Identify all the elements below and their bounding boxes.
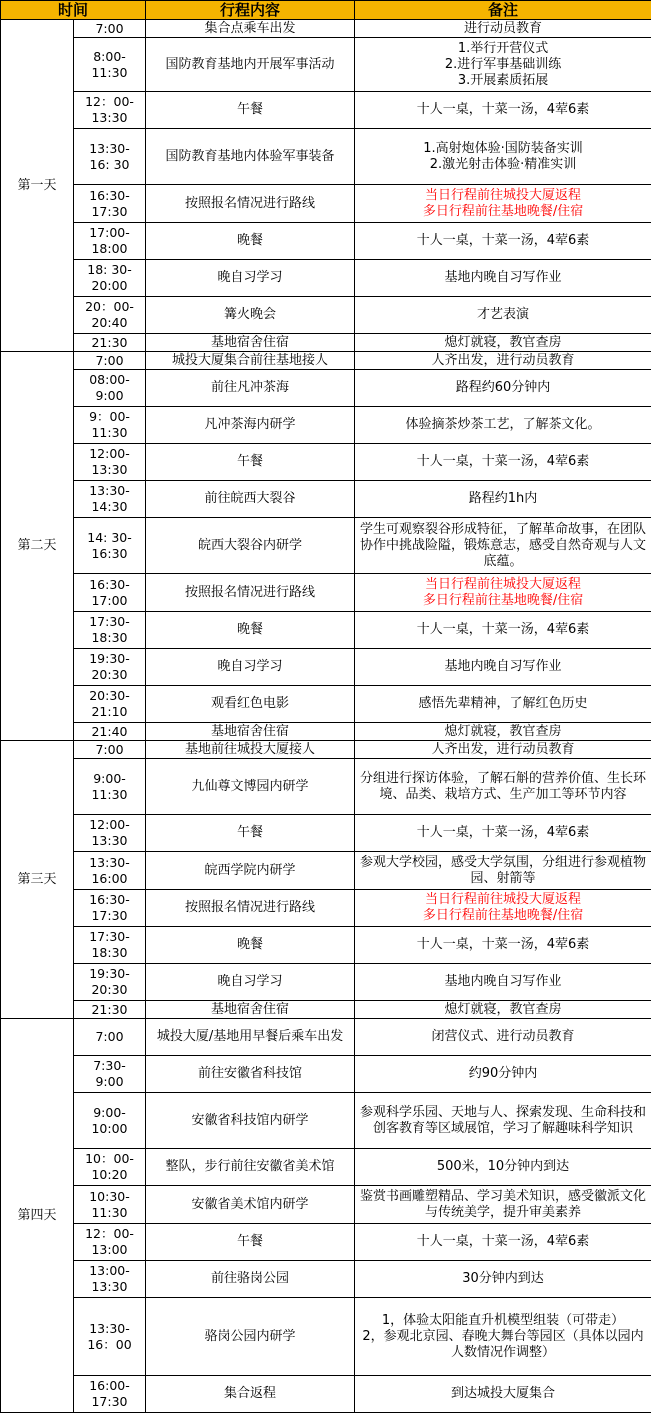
activity-cell: 九仙尊文博园内研学 <box>146 759 355 815</box>
note-line: 熄灯就寝，教官查房 <box>444 1001 562 1017</box>
note-line: 体验摘茶炒茶工艺，了解茶文化。 <box>405 417 601 432</box>
activity-cell: 城投大厦/基地用早餐后乘车出发 <box>146 1019 355 1056</box>
notes-cell <box>355 1224 651 1261</box>
activity-cell: 按照报名情况进行路线 <box>146 574 355 612</box>
notes-cell <box>355 38 651 92</box>
time-cell: 8:00- 11:30 <box>74 38 146 92</box>
note-line: 当日行程前往城投大厦返程 <box>425 892 582 907</box>
note-line: 1.举行开营仪式 <box>457 40 549 56</box>
notes-cell <box>355 92 651 129</box>
activity-cell: 安徽省美术馆内研学 <box>146 1186 355 1224</box>
time-cell: 12:00- 13:30 <box>74 444 146 481</box>
schedule-row <box>1 759 651 815</box>
day-label: 第三天 <box>1 741 74 1019</box>
time-cell: 17:30- 18:30 <box>74 612 146 649</box>
note-line: 路程约60分钟内 <box>455 380 551 395</box>
schedule-row <box>1 574 651 612</box>
time-cell: 7:30- 9:00 <box>74 1056 146 1093</box>
note-line: 当日行程前往城投大厦返程 <box>425 576 582 592</box>
activity-cell: 午餐 <box>146 1224 355 1261</box>
activity-cell: 前往安徽省科技馆 <box>146 1056 355 1093</box>
notes-cell <box>355 370 651 407</box>
activity-cell: 晚餐 <box>146 223 355 260</box>
notes-cell <box>355 612 651 649</box>
notes-cell <box>355 407 651 444</box>
note-line: 基地内晚自习写作业 <box>444 659 562 674</box>
schedule-row <box>1 1298 651 1376</box>
time-cell: 19:30- 20:30 <box>74 649 146 686</box>
activity-cell: 基地宿舍住宿 <box>146 334 355 352</box>
time-cell: 20：00- 20:40 <box>74 297 146 334</box>
time-cell: 19:30- 20:30 <box>74 964 146 1001</box>
schedule-row <box>1 370 651 407</box>
note-line: 闭营仪式、进行动员教育 <box>431 1029 575 1044</box>
time-cell: 12:00- 13:30 <box>74 815 146 852</box>
schedule-row <box>1 297 651 334</box>
schedule-row <box>1 334 651 352</box>
note-line: 基地内晚自习写作业 <box>444 974 562 989</box>
note-line: 分组进行探访体验，了解石斛的营养价值、生长环境、品类、栽培方式、生产加工等环节内容 <box>360 770 647 802</box>
schedule-row <box>1 1376 651 1413</box>
note-line: 2.激光射击体验·精准实训 <box>429 156 577 172</box>
notes-cell <box>355 1186 651 1224</box>
header-content: 行程内容 <box>146 1 355 20</box>
note-line: 十人一桌，十菜一汤，4荤6素 <box>416 1234 590 1249</box>
activity-cell: 晚餐 <box>146 612 355 649</box>
note-line: 参观科学乐园、天地与人、探索发现、生命科技和创客教育等区域展馆，学习了解趣味科学知识 <box>360 1104 647 1136</box>
note-line: 鉴赏书画雕塑精品、学习美术知识，感受徽派文化与传统美学，提升审美素养 <box>360 1188 647 1220</box>
note-line: 当日行程前往城投大厦返程 <box>425 187 582 203</box>
notes-cell <box>355 1019 651 1056</box>
activity-cell: 城投大厦集合前往基地接人 <box>146 352 355 370</box>
notes-cell <box>355 815 651 852</box>
schedule-row <box>1 223 651 260</box>
day-label: 第四天 <box>1 1019 74 1413</box>
activity-cell: 集合返程 <box>146 1376 355 1413</box>
note-line: 十人一桌，十菜一汤，4荤6素 <box>416 454 590 469</box>
schedule-row <box>1 92 651 129</box>
time-cell: 9：00- 11:30 <box>74 407 146 444</box>
schedule-row <box>1 518 651 574</box>
schedule-row <box>1 129 651 185</box>
note-line: 熄灯就寝，教官查房 <box>444 723 562 739</box>
note-line: 3.开展素质拓展 <box>457 72 549 88</box>
notes-cell <box>355 1261 651 1298</box>
note-line: 才艺表演 <box>477 307 530 322</box>
note-line: 进行动员教育 <box>464 20 543 36</box>
notes-cell <box>355 759 651 815</box>
note-line: 参观大学校园，感受大学氛围，分组进行参观植物园、射箭等 <box>360 854 647 886</box>
note-line: 十人一桌，十菜一汤，4荤6素 <box>416 102 590 117</box>
notes-cell <box>355 1093 651 1149</box>
time-cell: 13:30- 14:30 <box>74 481 146 518</box>
activity-cell: 前往皖西大裂谷 <box>146 481 355 518</box>
schedule-row <box>1 481 651 518</box>
header-row <box>1 1 651 20</box>
activity-cell: 晚自习学习 <box>146 964 355 1001</box>
time-cell: 10:30- 11:30 <box>74 1186 146 1224</box>
activity-cell: 皖西大裂谷内研学 <box>146 518 355 574</box>
time-cell: 12：00- 13:30 <box>74 92 146 129</box>
notes-cell <box>355 1376 651 1413</box>
notes-cell <box>355 297 651 334</box>
notes-cell <box>355 964 651 1001</box>
time-cell: 17:30- 18:30 <box>74 927 146 964</box>
time-cell: 17:00- 18:00 <box>74 223 146 260</box>
note-line: 500米，10分钟内到达 <box>436 1159 570 1174</box>
activity-cell: 国防教育基地内体验军事装备 <box>146 129 355 185</box>
activity-cell: 晚自习学习 <box>146 260 355 297</box>
time-cell: 10：00- 10:20 <box>74 1149 146 1186</box>
schedule-row <box>1 1056 651 1093</box>
schedule-row <box>1 352 651 370</box>
time-cell: 13:30- 16: 30 <box>74 129 146 185</box>
schedule-row <box>1 1149 651 1186</box>
note-line: 多日行程前往基地晚餐/住宿 <box>422 203 584 219</box>
time-cell: 21:30 <box>74 334 146 352</box>
time-cell: 9:00- 10:00 <box>74 1093 146 1149</box>
note-line: 30分钟内到达 <box>462 1271 544 1286</box>
activity-cell: 凡冲茶海内研学 <box>146 407 355 444</box>
schedule-row <box>1 1224 651 1261</box>
activity-cell: 篝火晚会 <box>146 297 355 334</box>
activity-cell: 晚自习学习 <box>146 649 355 686</box>
day-label: 第二天 <box>1 352 74 741</box>
schedule-row <box>1 260 651 297</box>
note-line: 熄灯就寝，教官查房 <box>444 334 562 350</box>
note-line: 多日行程前往基地晚餐/住宿 <box>422 592 584 608</box>
notes-cell <box>355 481 651 518</box>
notes-cell <box>355 223 651 260</box>
note-line: 基地内晚自习写作业 <box>444 270 562 285</box>
notes-cell <box>355 444 651 481</box>
schedule-row <box>1 649 651 686</box>
notes-cell <box>355 129 651 185</box>
time-cell: 21:30 <box>74 1001 146 1019</box>
time-cell: 13:30- 16:00 <box>74 852 146 890</box>
activity-cell: 晚餐 <box>146 927 355 964</box>
activity-cell: 基地宿舍住宿 <box>146 1001 355 1019</box>
note-line: 约90分钟内 <box>468 1066 538 1081</box>
schedule-row <box>1 964 651 1001</box>
notes-cell <box>355 518 651 574</box>
note-line: 十人一桌，十菜一汤，4荤6素 <box>416 937 590 952</box>
note-line: 2.进行军事基础训练 <box>444 56 562 72</box>
activity-cell: 国防教育基地内开展军事活动 <box>146 38 355 92</box>
schedule-row <box>1 444 651 481</box>
notes-cell <box>355 649 651 686</box>
note-line: 十人一桌，十菜一汤，4荤6素 <box>416 233 590 248</box>
notes-cell <box>355 260 651 297</box>
notes-cell <box>355 852 651 890</box>
note-line: 1，体验太阳能直升机模型组装（可带走） <box>381 1312 625 1328</box>
notes-cell <box>355 574 651 612</box>
time-cell: 7:00 <box>74 741 146 759</box>
notes-cell <box>355 723 651 741</box>
schedule-row <box>1 815 651 852</box>
activity-cell: 按照报名情况进行路线 <box>146 185 355 223</box>
notes-cell <box>355 185 651 223</box>
notes-cell <box>355 686 651 723</box>
schedule-row <box>1 1093 651 1149</box>
itinerary-body <box>1 20 651 1413</box>
note-line: 路程约1h内 <box>468 491 538 506</box>
time-cell: 12：00- 13:00 <box>74 1224 146 1261</box>
time-cell: 16:30- 17:30 <box>74 890 146 927</box>
schedule-row <box>1 185 651 223</box>
time-cell: 16:30- 17:00 <box>74 574 146 612</box>
activity-cell: 安徽省科技馆内研学 <box>146 1093 355 1149</box>
schedule-row <box>1 1001 651 1019</box>
schedule-row <box>1 890 651 927</box>
time-cell: 13:30- 16：00 <box>74 1298 146 1376</box>
activity-cell: 基地宿舍住宿 <box>146 723 355 741</box>
time-cell: 18: 30- 20:00 <box>74 260 146 297</box>
note-line: 人齐出发，进行动员教育 <box>431 741 575 757</box>
schedule-row <box>1 407 651 444</box>
note-line: 1.高射炮体验·国防装备实训 <box>423 140 583 156</box>
schedule-row <box>1 1019 651 1056</box>
header-time: 时间 <box>1 1 146 20</box>
activity-cell: 观看红色电影 <box>146 686 355 723</box>
time-cell: 16:00- 17:30 <box>74 1376 146 1413</box>
schedule-row <box>1 852 651 890</box>
note-line: 到达城投大厦集合 <box>451 1386 556 1401</box>
time-cell: 20:30- 21:10 <box>74 686 146 723</box>
time-cell: 13:00- 13:30 <box>74 1261 146 1298</box>
schedule-row <box>1 1261 651 1298</box>
schedule-row <box>1 686 651 723</box>
note-line: 十人一桌，十菜一汤，4荤6素 <box>416 825 590 840</box>
notes-cell <box>355 890 651 927</box>
activity-cell: 午餐 <box>146 444 355 481</box>
day-label: 第一天 <box>1 20 74 352</box>
header-notes: 备注 <box>355 1 651 20</box>
time-cell: 7:00 <box>74 1019 146 1056</box>
notes-cell <box>355 20 651 38</box>
notes-cell <box>355 741 651 759</box>
notes-cell <box>355 927 651 964</box>
note-line: 多日行程前往基地晚餐/住宿 <box>422 908 584 923</box>
schedule-row <box>1 927 651 964</box>
note-line: 感悟先辈精神，了解红色历史 <box>418 696 588 711</box>
time-cell: 21:40 <box>74 723 146 741</box>
time-cell: 16:30- 17:30 <box>74 185 146 223</box>
activity-cell: 前往骆岗公园 <box>146 1261 355 1298</box>
activity-cell: 午餐 <box>146 92 355 129</box>
activity-cell: 骆岗公园内研学 <box>146 1298 355 1376</box>
schedule-row <box>1 1186 651 1224</box>
activity-cell: 前往凡冲茶海 <box>146 370 355 407</box>
notes-cell <box>355 1056 651 1093</box>
activity-cell: 按照报名情况进行路线 <box>146 890 355 927</box>
schedule-row <box>1 38 651 92</box>
schedule-row <box>1 723 651 741</box>
schedule-row <box>1 612 651 649</box>
notes-cell <box>355 1298 651 1376</box>
activity-cell: 皖西学院内研学 <box>146 852 355 890</box>
time-cell: 7:00 <box>74 20 146 38</box>
time-cell: 7:00 <box>74 352 146 370</box>
notes-cell <box>355 352 651 370</box>
activity-cell: 基地前往城投大厦接人 <box>146 741 355 759</box>
notes-cell <box>355 1149 651 1186</box>
notes-cell <box>355 334 651 352</box>
note-line: 2，参观北京园、春晚大舞台等园区（具体以园内人数情况作调整） <box>362 1328 644 1360</box>
time-cell: 14: 30- 16:30 <box>74 518 146 574</box>
schedule-row <box>1 20 651 38</box>
note-line: 人齐出发，进行动员教育 <box>431 352 575 368</box>
time-cell: 9:00- 11:30 <box>74 759 146 815</box>
activity-cell: 午餐 <box>146 815 355 852</box>
schedule-row <box>1 741 651 759</box>
time-cell: 08:00- 9:00 <box>74 370 146 407</box>
note-line: 十人一桌，十菜一汤，4荤6素 <box>416 622 590 637</box>
note-line: 学生可观察裂谷形成特征，了解革命故事，在团队协作中挑战险隘，锻炼意志，感受自然奇观与人文底蕴。 <box>360 521 647 569</box>
activity-cell: 集合点乘车出发 <box>146 20 355 38</box>
notes-cell <box>355 1001 651 1019</box>
activity-cell: 整队，步行前往安徽省美术馆 <box>146 1149 355 1186</box>
